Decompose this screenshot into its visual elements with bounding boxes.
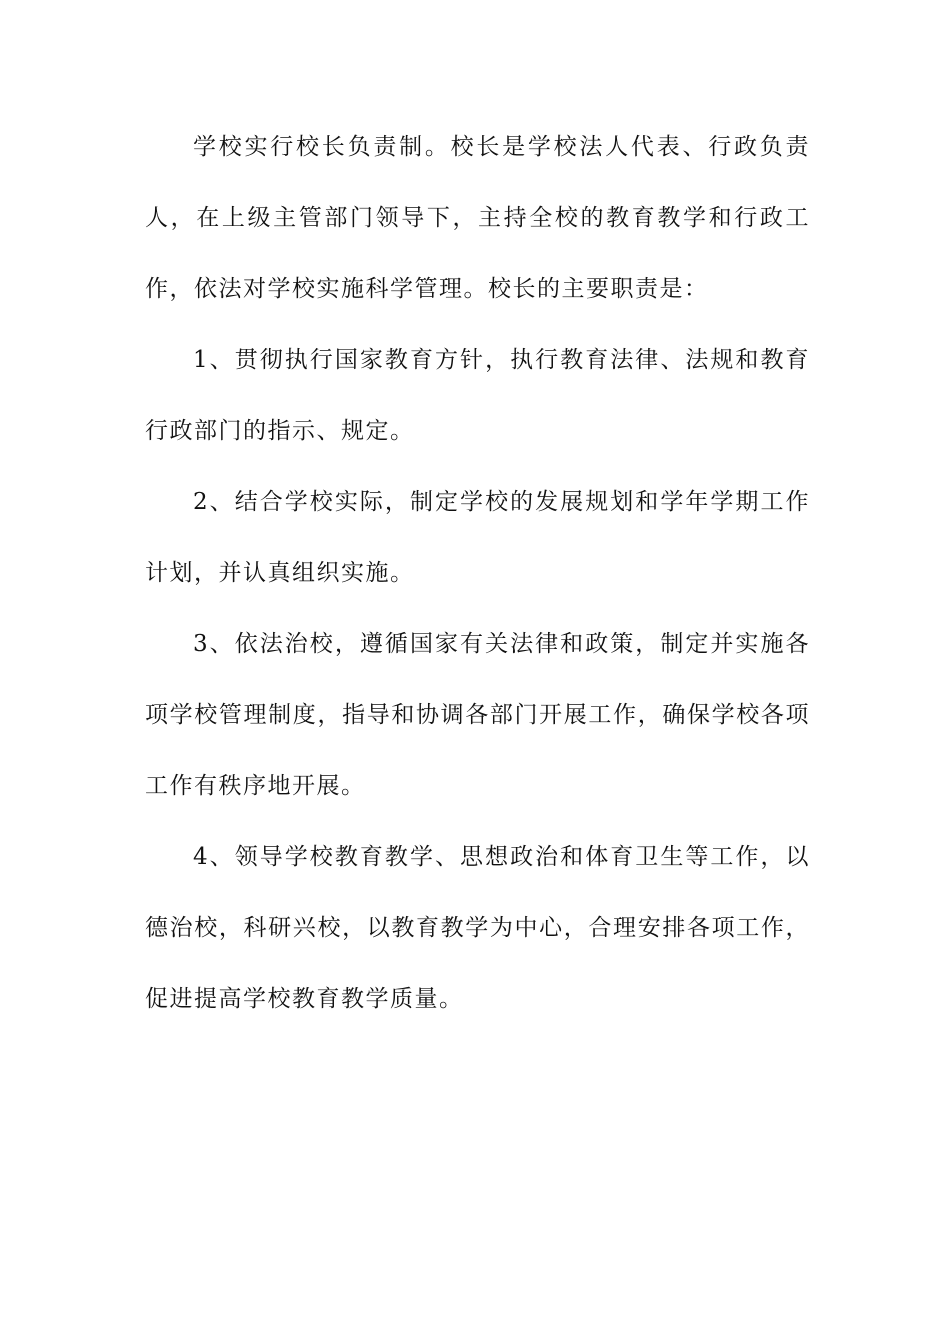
document-body [145,112,810,1035]
paragraph-duty-3: 3、依法治校，遵循国家有关法律和政策，制定并实施各项学校管理制度，指导和协调各部门开展工作，确保学校各项工作有秩序地开展。 [145,631,810,799]
paragraph-intro: 学校实行校长负责制。校长是学校法人代表、行政负责人，在上级主管部门领导下，主持全校的教育教学和行政工作，依法对学校实施科学管理。校长的主要职责是： [145,134,810,302]
paragraph-duty-1: 1、贯彻执行国家教育方针，执行教育法律、法规和教育行政部门的指示、规定。 [145,347,810,444]
paragraph-duty-2: 2、结合学校实际，制定学校的发展规划和学年学期工作计划，并认真组织实施。 [145,489,810,586]
paragraph-duty-4: 4、领导学校教育教学、思想政治和体育卫生等工作，以德治校，科研兴校，以教育教学为中心，合理安排各项工作，促进提高学校教育教学质量。 [145,844,810,1012]
